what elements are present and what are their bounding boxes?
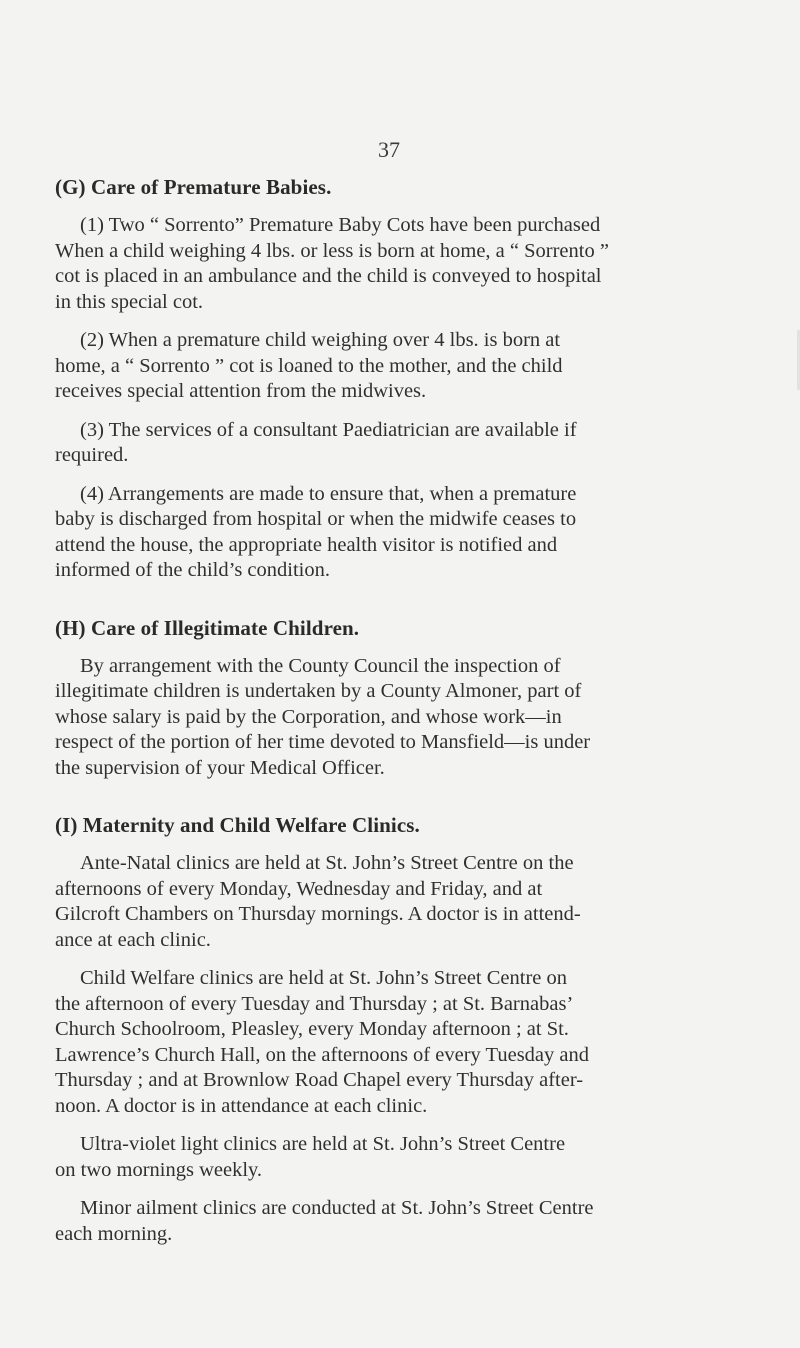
text-line: (3) The services of a consultant Paediatrician are available if [80,418,577,441]
text-line: Thursday ; and at Brownlow Road Chapel every Thursday after- [55,1069,584,1091]
text-line: home, a “ Sorrento ” cot is loaned to the mother, and the child [55,354,563,377]
paragraph [55,482,735,584]
paragraph [55,328,735,405]
text-line: By arrangement with the County Council the inspection of [80,654,561,677]
section-premature-babies [55,174,735,584]
paragraph [55,851,735,953]
text-line: (2) When a premature child weighing over 4 lbs. is born at [80,329,561,351]
text-line: attend the house, the appropriate health visitor is notified and [55,533,558,556]
text-line: each morning. [55,1222,173,1245]
text-line: (1) Two “ Sorrento” Premature Baby Cots have been purchased [80,214,601,236]
text-line: baby is discharged from hospital or when the midwife ceases to [55,508,577,530]
text-line: Child Welfare clinics are held at St. John’s Street Centre on [80,967,568,989]
text-line: the supervision of your Medical Officer. [55,756,385,779]
text-line: on two mornings weekly. [55,1158,263,1181]
text-line: the afternoon of every Tuesday and Thursday ; at St. Barnabas’ [55,992,574,1015]
text-line: required. [55,444,129,466]
paragraph [55,654,735,782]
section-illegitimate-children [55,615,735,782]
section-heading: (I) Maternity and Child Welfare Clinics. [55,813,420,837]
page-number: 37 [378,137,400,162]
section-heading: (H) Care of Illegitimate Children. [55,615,360,640]
paragraph [55,1132,735,1183]
text-line: whose salary is paid by the Corporation, and whose work—in [55,705,562,728]
section-maternity-clinics [55,812,735,1247]
text-line: When a child weighing 4 lbs. or less is born at home, a “ Sorrento ” [55,239,609,262]
text-line: noon. A doctor is in attendance at each clinic. [55,1094,428,1117]
text-line: in this special cot. [55,290,204,313]
text-line: ance at each clinic. [55,928,211,951]
text-line: Gilcroft Chambers on Thursday mornings. A doctor is in attend- [55,903,581,925]
paragraph [55,418,735,469]
text-line: (4) Arrangements are made to ensure that, when a premature [80,482,577,505]
text-line: illegitimate children is undertaken by a County Almoner, part of [55,680,582,702]
text-line: Minor ailment clinics are conducted at St. John’s Street Centre [80,1197,594,1219]
text-line: Ultra-violet light clinics are held at St. John’s Street Centre [80,1133,566,1155]
text-line: afternoons of every Monday, Wednesday and Friday, and at [55,877,543,900]
text-line: Church Schoolroom, Pleasley, every Monday afternoon ; at St. [55,1018,569,1040]
text-line: Lawrence’s Church Hall, on the afternoons of every Tuesday and [55,1043,589,1066]
paragraph [55,966,735,1119]
text-line: respect of the portion of her time devoted to Mansfield—is under [55,731,591,753]
paragraph [55,213,735,315]
text-line: Ante-Natal clinics are held at St. John’s Street Centre on the [80,852,574,874]
text-line: informed of the child’s condition. [55,559,330,581]
text-line: cot is placed in an ambulance and the child is conveyed to hospital [55,265,602,287]
text-line: receives special attention from the midwives. [55,380,427,402]
paragraph [55,1196,735,1247]
page-body [55,174,735,1247]
section-heading: (G) Care of Premature Babies. [55,175,332,199]
